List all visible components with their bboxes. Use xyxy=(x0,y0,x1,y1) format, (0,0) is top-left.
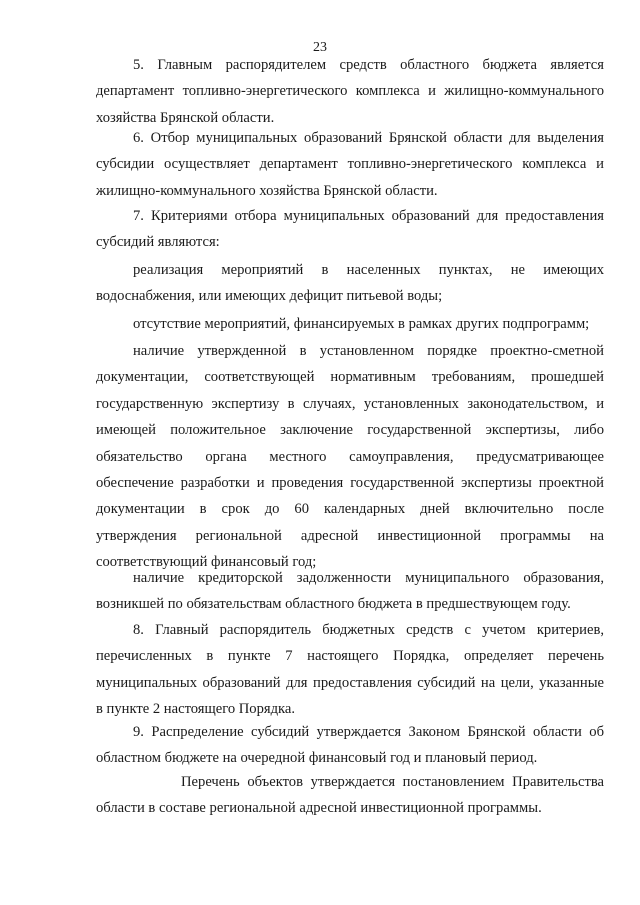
text-line: областном бюджете на очередной финансовый год и плановый период. xyxy=(96,750,538,767)
text-line: государственную экспертизу в случаях, установленных законодательством, и xyxy=(96,395,604,412)
text-line: водоснабжения, или имеющих дефицит питьевой воды; xyxy=(96,288,443,305)
text-line: отсутствие мероприятий, финансируемых в рамках других подпрограмм; xyxy=(133,316,590,332)
text-line: обеспечение разработки и проведения государственной экспертизы проектной xyxy=(96,475,604,491)
text-line: имеющей положительное заключение государственной экспертизы, либо xyxy=(96,422,604,439)
text-line: 9. Распределение субсидий утверждается Законом Брянской области об xyxy=(133,724,604,740)
text-line: субсидий являются: xyxy=(96,234,220,251)
text-line: соответствующий финансовый год; xyxy=(96,554,317,571)
text-line: 8. Главный распорядитель бюджетных средств с учетом критериев, xyxy=(133,622,604,638)
text-line: наличие кредиторской задолженности муниципального образования, xyxy=(133,570,604,586)
text-line: документации в срок до 60 календарных дней включительно после xyxy=(96,501,604,518)
page-number: 23 xyxy=(313,40,327,55)
text-line: в пункте 2 настоящего Порядка. xyxy=(96,701,296,718)
text-line: перечисленных в пункте 7 настоящего Порядка, определяет перечень xyxy=(96,648,604,665)
text-line: утверждения региональной адресной инвестиционной программы на xyxy=(96,527,604,544)
document-body xyxy=(96,52,604,852)
text-line: департамент топливно-энергетического комплекса и жилищно-коммунального xyxy=(96,83,604,100)
text-line: жилищно-коммунального хозяйства Брянской области. xyxy=(96,182,438,199)
text-line: документации, соответствующей нормативным требованиям, прошедшей xyxy=(96,369,604,386)
text-line: субсидии осуществляет департамент топливно-энергетического комплекса и xyxy=(96,156,604,173)
text-line: хозяйства Брянской области. xyxy=(96,109,275,126)
text-line: возникшей по обязательствам областного бюджета в предшествующем году. xyxy=(96,596,571,613)
text-line: 6. Отбор муниципальных образований Брянской области для выделения xyxy=(133,130,604,146)
text-line: области в составе региональной адресной инвестиционной программы. xyxy=(96,800,542,817)
text-line: Перечень объектов утверждается постановлением Правительства xyxy=(181,774,604,790)
text-line: наличие утвержденной в установленном порядке проектно-сметной xyxy=(133,343,604,359)
text-line: 5. Главным распорядителем средств областного бюджета является xyxy=(133,57,604,73)
text-line: муниципальных образований для предоставления субсидий на цели, указанные xyxy=(96,674,604,691)
text-line: обязательство органа местного самоуправления, предусматривающее xyxy=(96,448,604,465)
text-line: 7. Критериями отбора муниципальных образований для предоставления xyxy=(133,208,604,224)
text-line: реализация мероприятий в населенных пунктах, не имеющих xyxy=(133,262,604,278)
